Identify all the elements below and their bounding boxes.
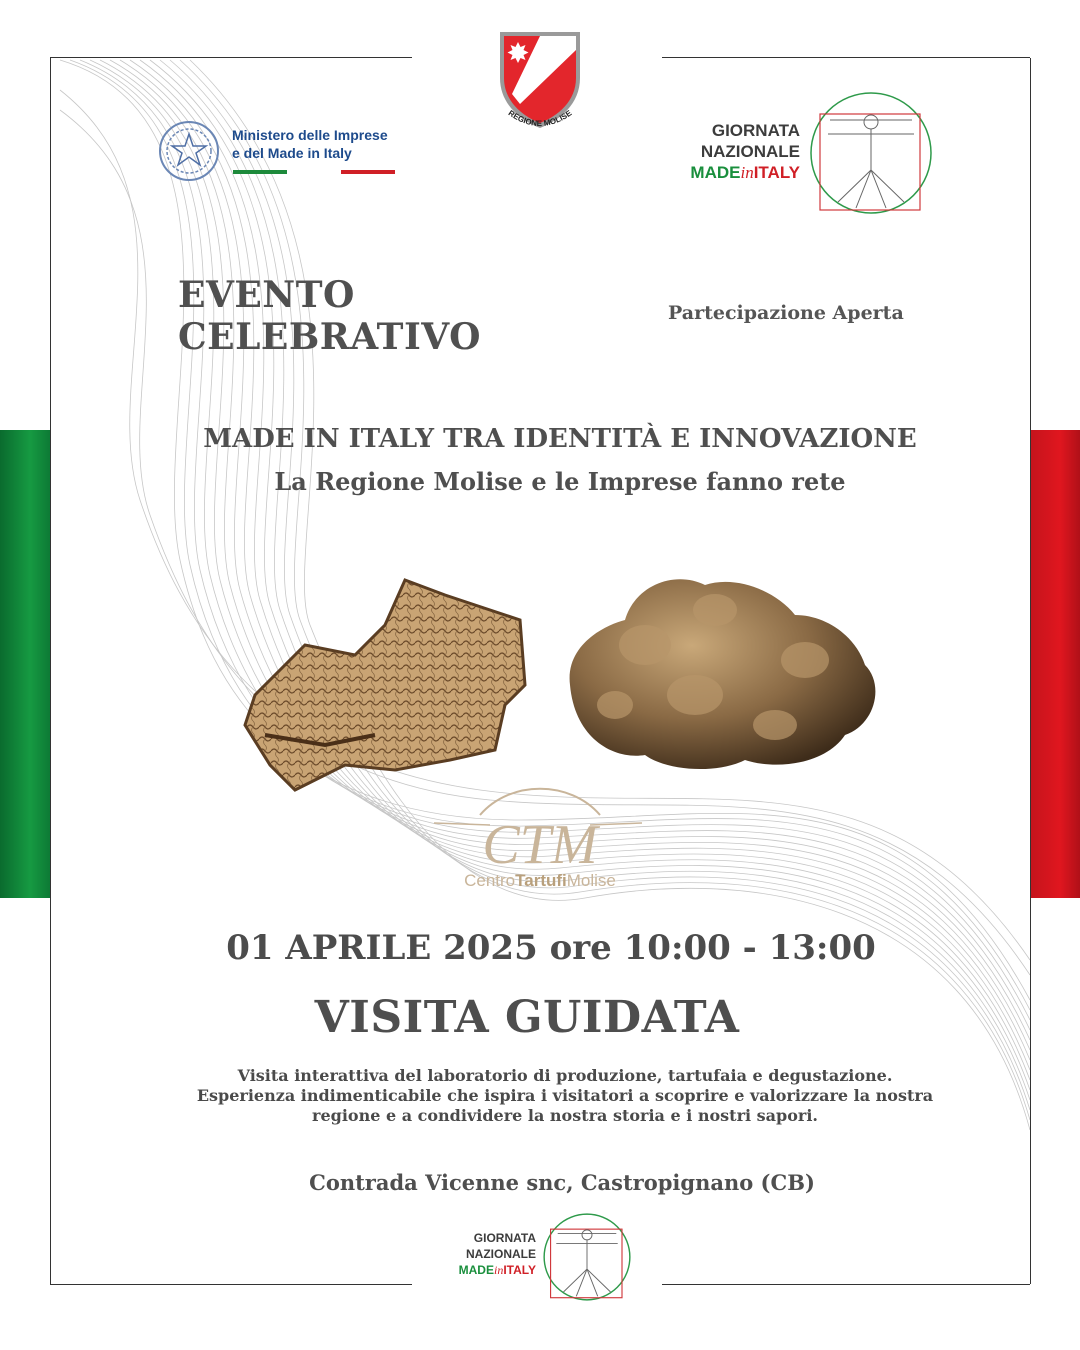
centro-tartufi-molise-logo bbox=[430, 785, 650, 905]
regione-molise-logo-text: REGIONE MOLISE bbox=[506, 108, 574, 129]
ctm-brand-name bbox=[430, 871, 650, 891]
ministry-green-bar bbox=[233, 170, 287, 174]
giornata-bottom-made: MADE bbox=[458, 1263, 494, 1277]
event-description-line1: Visita interattiva del laboratorio di produzione, tartufaia e degustazione. bbox=[237, 1066, 893, 1085]
event-address: Contrada Vicenne snc, Castropignano (CB) bbox=[309, 1170, 815, 1195]
frame-left-line bbox=[50, 58, 51, 1284]
ministry-logo bbox=[158, 118, 418, 188]
giornata-italy: ITALY bbox=[753, 163, 800, 182]
frame-top-right-line bbox=[662, 57, 1030, 58]
frame-bottom-right-line bbox=[662, 1284, 1030, 1285]
ministry-name-line2: e del Made in Italy bbox=[232, 145, 352, 161]
giornata-bottom-line1: GIORNATA bbox=[473, 1231, 536, 1245]
giornata-nazionale-logo-bottom bbox=[440, 1210, 640, 1305]
event-description bbox=[160, 1066, 970, 1126]
ctm-name-part3: Molise bbox=[566, 871, 616, 890]
ministry-red-bar bbox=[341, 170, 395, 174]
regione-molise-shield-logo bbox=[490, 28, 590, 138]
ministry-name-line1: Ministero delle Imprese bbox=[232, 127, 388, 143]
giornata-bottom-line2: NAZIONALE bbox=[466, 1247, 536, 1261]
frame-bottom-left-line bbox=[50, 1284, 412, 1285]
event-type bbox=[178, 274, 481, 358]
vitruvian-man-small-icon bbox=[542, 1212, 632, 1302]
giornata-made: MADE bbox=[690, 163, 741, 182]
frame-right-line bbox=[1030, 58, 1031, 1284]
giornata-line2: NAZIONALE bbox=[700, 142, 800, 161]
ctm-name-part2: Tartufi bbox=[515, 871, 567, 890]
participation-note: Partecipazione Aperta bbox=[668, 302, 904, 324]
giornata-bottom-in: in bbox=[493, 1263, 504, 1277]
giornata-in: in bbox=[740, 163, 754, 182]
event-type-line2: CELEBRATIVO bbox=[178, 316, 481, 358]
giornata-bottom-italy: ITALY bbox=[503, 1263, 536, 1277]
event-headline: MADE IN ITALY TRA IDENTITÀ E INNOVAZIONE bbox=[203, 424, 917, 454]
vitruvian-man-icon bbox=[808, 90, 934, 216]
ctm-name-part1: Centro bbox=[464, 871, 516, 890]
event-type-line1: EVENTO bbox=[178, 274, 355, 316]
italian-republic-emblem-icon bbox=[158, 120, 220, 182]
italian-flag-green-band bbox=[0, 430, 50, 898]
ctm-monogram-icon bbox=[430, 785, 650, 875]
event-description-line2: Esperienza indimenticabile che ispira i visitatori a scoprire e valorizzare la nostra bbox=[196, 1086, 934, 1105]
sliced-truffle-image bbox=[235, 565, 535, 795]
ctm-monogram-text: CTM bbox=[482, 814, 598, 875]
giornata-nazionale-logo-top bbox=[660, 88, 940, 218]
event-description-line3: regione e a condividere la nostra storia e i nostri sapori. bbox=[312, 1106, 818, 1125]
ministry-name bbox=[232, 126, 422, 162]
event-title: VISITA GUIDATA bbox=[314, 992, 740, 1043]
giornata-line1: GIORNATA bbox=[711, 121, 800, 140]
frame-top-left-line bbox=[50, 57, 412, 58]
event-date-time: 01 APRILE 2025 ore 10:00 - 13:00 bbox=[226, 928, 876, 968]
italian-flag-red-band bbox=[1030, 430, 1080, 898]
whole-truffle-image bbox=[555, 565, 885, 775]
event-subheadline: La Regione Molise e le Imprese fanno rete bbox=[274, 467, 846, 496]
